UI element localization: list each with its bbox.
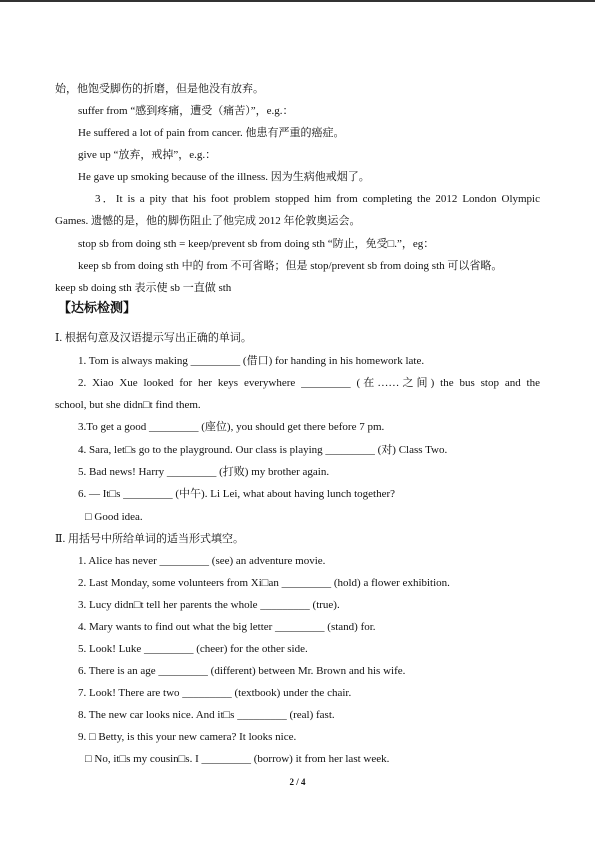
keep-from-note: keep sb from doing sth 中的 from 不可省略；但是 stop/prevent sb from doing sth 可以省略。 — [78, 260, 503, 272]
give-up-definition: give up “放弃，戒掉”，e.g.： — [78, 149, 217, 161]
part1-question-6: 6. — It□s _________ (中午). Li Lei, what about having lunch together? — [78, 488, 396, 500]
part1-question-2-line1: 2. Xiao Xue looked for her keys everywhere _________ (在……之间) the bus stop and the — [78, 377, 540, 389]
part1-question-3: 3.To get a good _________ (座位), you should get there before 7 pm. — [78, 421, 385, 433]
part2-question-3: 3. Lucy didn□t tell her parents the whole _________ (true). — [78, 599, 340, 611]
part2-question-9-reply: □ No, it□s my cousin□s. I _________ (borrow) it from her last week. — [85, 753, 390, 765]
intro-text-line: 始，他饱受脚伤的折磨，但是他没有放弃。 — [55, 83, 264, 95]
part1-heading: Ⅰ. 根据句意及汉语提示写出正确的单词。 — [55, 332, 252, 344]
section-title: 【达标检测】 — [58, 301, 137, 316]
part2-question-6: 6. There is an age _________ (different) between Mr. Brown and his wife. — [78, 665, 406, 677]
part1-question-4: 4. Sara, let□s go to the playground. Our class is playing _________ (对) Class Two. — [78, 444, 448, 456]
part1-question-2-line2: school, but she didn□t find them. — [55, 399, 201, 411]
give-up-example: He gave up smoking because of the illness. 因为生病他戒烟了。 — [78, 171, 370, 183]
suffer-from-definition: suffer from “感到疼痛，遭受（痛苦）”，e.g.： — [78, 105, 294, 117]
part2-question-9: 9. □ Betty, is this your new camera? It looks nice. — [78, 731, 297, 743]
top-rule — [0, 0, 595, 2]
keep-doing-meaning: keep sb doing sth 表示使 sb 一直做 sth — [55, 282, 232, 294]
item3-sentence-line1: 3．It is a pity that his foot problem stopped him from completing the 2012 London Olympic — [95, 193, 540, 205]
part2-question-5: 5. Look! Luke _________ (cheer) for the other side. — [78, 643, 308, 655]
page-number: 2 / 4 — [289, 777, 306, 787]
part1-question-1: 1. Tom is always making _________ (借口) for handing in his homework late. — [78, 355, 425, 367]
part2-question-1: 1. Alice has never _________ (see) an adventure movie. — [78, 555, 326, 567]
part2-heading: Ⅱ. 用括号中所给单词的适当形式填空。 — [55, 533, 244, 545]
stop-sb-definition: stop sb from doing sth = keep/prevent sb from doing sth “防止，免受□.”，eg： — [78, 238, 435, 250]
part1-question-5: 5. Bad news! Harry _________ (打败) my brother again. — [78, 466, 330, 478]
part2-question-7: 7. Look! There are two _________ (textbook) under the chair. — [78, 687, 352, 699]
part2-question-4: 4. Mary wants to find out what the big letter _________ (stand) for. — [78, 621, 376, 633]
part2-question-2: 2. Last Monday, some volunteers from Xi□an _________ (hold) a flower exhibition. — [78, 577, 450, 589]
part2-question-8: 8. The new car looks nice. And it□s _________ (real) fast. — [78, 709, 335, 721]
item3-sentence-line2: Games. 遗憾的是，他的脚伤阻止了他完成 2012 年伦敦奥运会。 — [55, 215, 361, 227]
part1-question-6-reply: □ Good idea. — [85, 511, 143, 523]
suffer-from-example: He suffered a lot of pain from cancer. 他患有严重的癌症。 — [78, 127, 345, 139]
